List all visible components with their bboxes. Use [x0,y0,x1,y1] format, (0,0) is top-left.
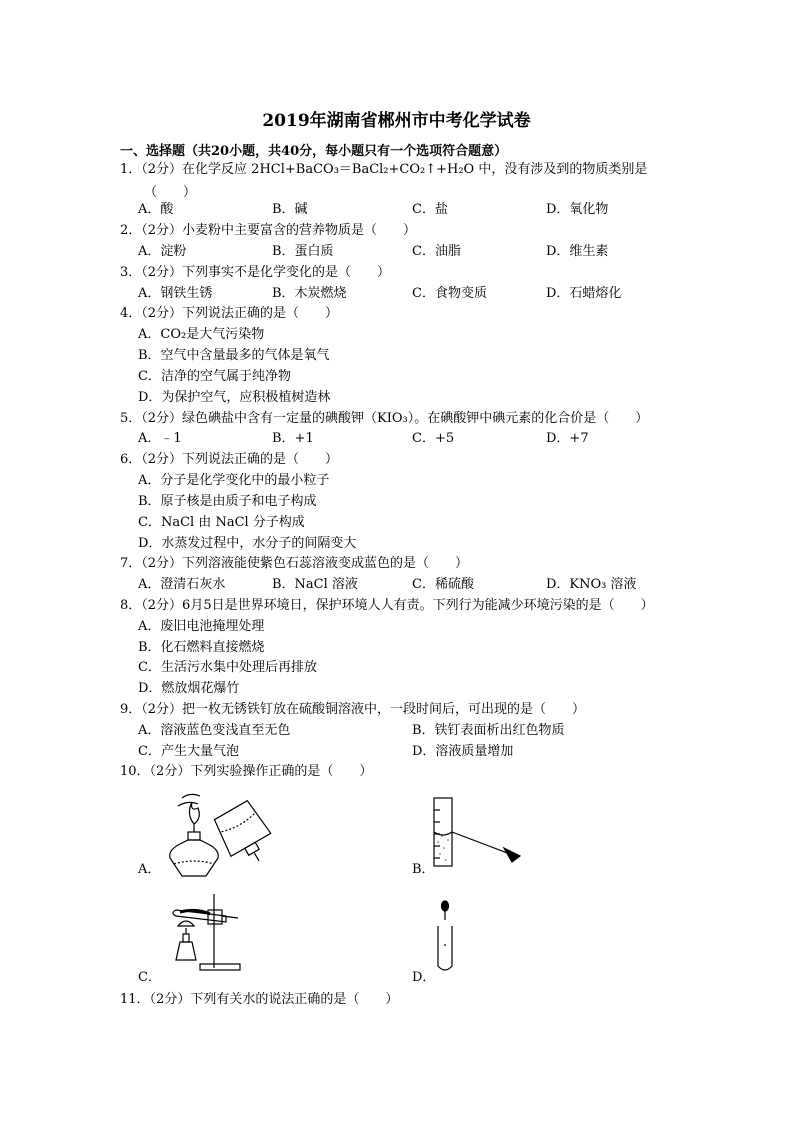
q8-option-c: C．生活污水集中处理后再排放 [138,660,317,675]
page-title: 2019年湖南省郴州市中考化学试卷 [262,111,531,131]
q2-option-b: B．蛋白质 [272,244,334,259]
q1-option-c: C．盐 [412,202,448,217]
q5-option-b: B．+1 [272,431,314,446]
q9-option-c: C．产生大量气泡 [138,744,239,759]
question-3-stem: 3．（2分）下列事实不是化学变化的是（ ） [120,265,391,280]
q5-option-c: C．+5 [412,431,455,446]
q6-option-a: A．分子是化学变化中的最小粒子 [138,473,330,488]
q6-option-c: C．NaCl 由 NaCl 分子构成 [138,515,305,530]
q4-option-d: D．为保护空气，应积极植树造林 [138,390,331,405]
q4-option-b: B．空气中含量最多的气体是氧气 [138,348,330,363]
q10-option-a: A． [138,862,161,877]
figure-heating-test-tube [166,890,256,972]
question-1-paren: （ ） [144,185,197,200]
q9-option-a: A．溶液蓝色变浅直至无色 [138,723,291,738]
q9-option-d: D．溶液质量增加 [412,744,514,759]
q7-option-c: C．稀硫酸 [412,577,474,592]
question-8-stem: 8．（2分）6月5日是世界环境日，保护环境人人有责。下列行为能减少环境污染的是（ ） [120,598,654,613]
question-4-stem: 4．（2分）下列说法正确的是（ ） [120,306,339,321]
q3-option-b: B．木炭燃烧 [272,286,347,301]
q8-option-b: B．化石燃料直接燃烧 [138,640,265,655]
question-9-stem: 9．（2分）把一枚无锈铁钉放在硫酸铜溶液中，一段时间后，可出现的是（ ） [120,702,586,717]
figure-dropper-test-tube [430,898,460,974]
q1-option-d: D．氧化物 [546,202,609,217]
figure-alcohol-lamp-lighting [160,788,280,880]
q7-option-d: D．KNO₃ 溶液 [546,577,637,592]
q8-option-d: D．燃放烟花爆竹 [138,681,240,696]
q6-option-d: D．水蒸发过程中，水分子的间隔变大 [138,536,357,551]
question-11-stem: 11．（2分）下列有关水的说法正确的是（ ） [120,992,399,1007]
q10-option-c: C． [138,970,161,985]
q4-option-c: C．洁净的空气属于纯净物 [138,369,291,384]
question-2-stem: 2．（2分）小麦粉中主要富含的营养物质是（ ） [120,223,417,238]
section-heading: 一、选择题（共20小题，共40分，每小题只有一个选项符合题意） [120,144,508,159]
question-10-stem: 10．（2分）下列实验操作正确的是（ ） [120,764,373,779]
question-5-stem: 5．（2分）绿色碘盐中含有一定量的碘酸钾（KIO₃）。在碘酸钾中碘元素的化合价是（ ） [120,411,649,426]
q4-option-a: A．CO₂是大气污染物 [138,327,265,342]
q3-option-d: D．石蜡熔化 [546,286,622,301]
q6-option-b: B．原子核是由质子和电子构成 [138,494,317,509]
q3-option-a: A．钢铁生锈 [138,286,213,301]
q10-option-d: D． [412,970,436,985]
figure-graduated-cylinder [428,796,528,868]
q9-option-b: B．铁钉表面析出红色物质 [412,723,565,738]
q2-option-c: C．油脂 [412,244,461,259]
q5-option-a: A．﹣1 [138,431,182,446]
question-6-stem: 6．（2分）下列说法正确的是（ ） [120,452,339,467]
q2-option-a: A．淀粉 [138,244,187,259]
q10-option-b: B． [412,862,435,877]
question-1-stem: 1．（2分）在化学反应 2HCl+BaCO₃＝BaCl₂+CO₂↑+H₂O 中，没有涉及到的物质类别是 [120,162,648,177]
q1-option-b: B．碱 [272,202,308,217]
q2-option-d: D．维生素 [546,244,609,259]
q7-option-b: B．NaCl 溶液 [272,577,358,592]
q3-option-c: C．食物变质 [412,286,487,301]
q1-option-a: A．酸 [138,202,174,217]
q5-option-d: D．+7 [546,431,589,446]
q7-option-a: A．澄清石灰水 [138,577,226,592]
q8-option-a: A．废旧电池掩埋处理 [138,619,265,634]
question-7-stem: 7．（2分）下列溶液能使紫色石蕊溶液变成蓝色的是（ ） [120,556,469,571]
